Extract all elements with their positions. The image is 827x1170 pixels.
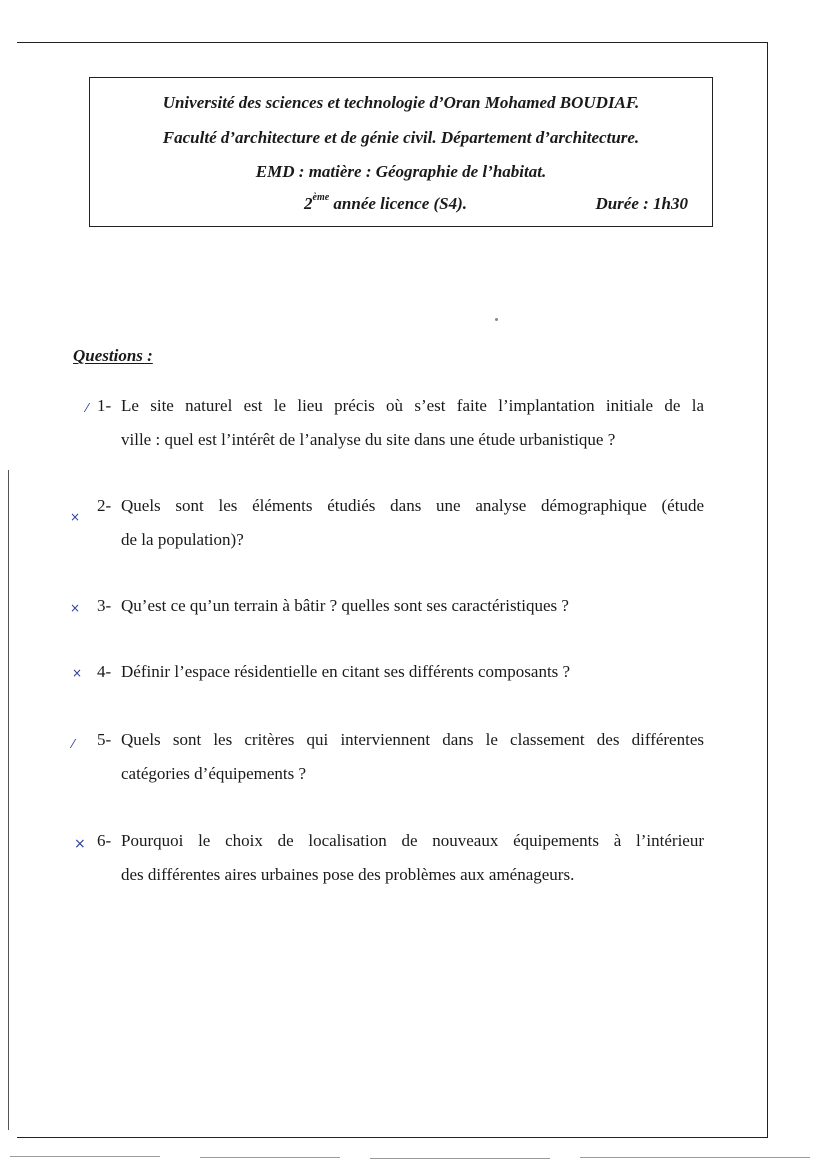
question-text: Le site naturel est le lieu précis où s’est faite l’implantation initiale de la ville : quel est l’intérêt de l’analyse du site dans une étude urbanistique ? (121, 396, 704, 449)
exam-header (89, 77, 713, 227)
question-text: Qu’est ce qu’un terrain à bâtir ? quelles sont ses caractéristiques ? (121, 596, 569, 615)
question-number: 3- (97, 596, 112, 615)
university-name: Université des sciences et technologie d’Oran Mohamed BOUDIAF. (162, 93, 640, 112)
questions-heading: Questions : (73, 346, 153, 365)
question-text: Définir l’espace résidentielle en citant ses différents composants ? (121, 662, 571, 681)
pen-tick-mark: × (70, 601, 81, 615)
question-text: Quels sont les éléments étudiés dans une analyse démographique (étude de la population)? (121, 496, 704, 549)
scan-artifact-line (10, 1156, 160, 1157)
exam-duration: Durée : 1h30 (595, 194, 688, 213)
scan-artifact-line (580, 1157, 810, 1158)
scan-artifact-line (200, 1157, 340, 1158)
pen-tick-mark: × (70, 510, 81, 524)
pen-tick-mark: × (74, 836, 86, 852)
question-number: 4- (97, 662, 112, 681)
study-level: 2ème année licence (S4). (304, 192, 468, 213)
pen-tick-mark: ⁄ (72, 737, 75, 751)
question-number: 2- (97, 496, 112, 515)
scan-speck (495, 318, 498, 321)
question-text: Quels sont les critères qui interviennent dans le classement des différentes catégories d’équipements ? (121, 730, 704, 783)
question-number: 5- (97, 730, 112, 749)
exam-subject: EMD : matière : Géographie de l’habitat. (255, 162, 547, 181)
faculty-name: Faculté d’architecture et de génie civil. Département d’architecture. (162, 128, 640, 147)
question-text: Pourquoi le choix de localisation de nouveaux équipements à l’intérieur des différentes aires urbaines pose des problèmes aux aménageurs. (121, 831, 704, 884)
pen-tick-mark: × (72, 666, 83, 680)
scan-artifact-line (370, 1158, 550, 1159)
pen-tick-mark: ⁄ (86, 401, 89, 415)
page-margin-line (8, 470, 9, 1130)
question-number: 6- (97, 831, 112, 850)
question-number: 1- (97, 396, 112, 415)
